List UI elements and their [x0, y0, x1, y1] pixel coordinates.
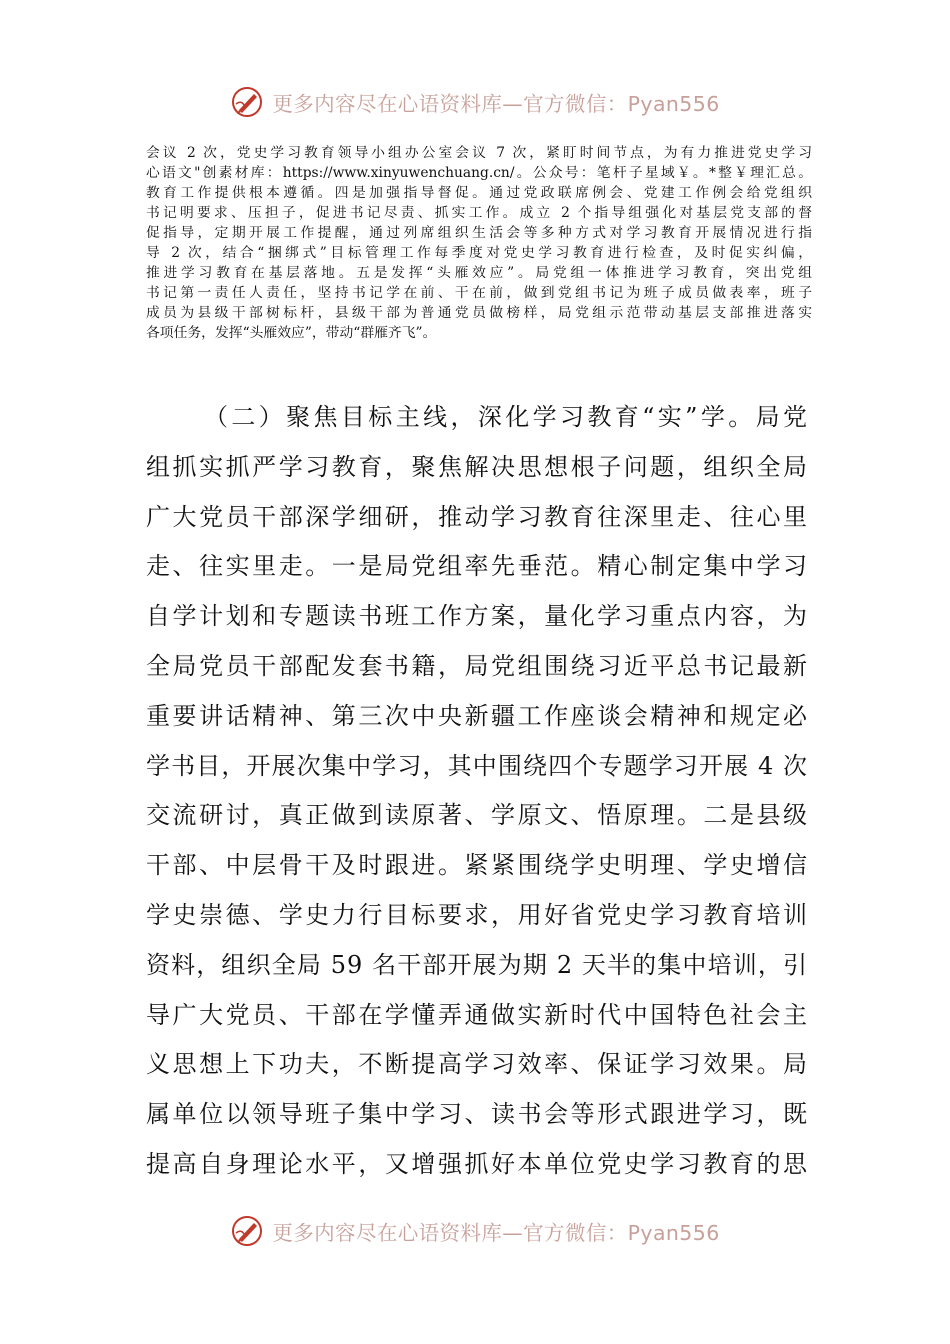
small-text-line: 会议 2 次，党史学习教育领导小组办公室会议 7 次，紧盯时间节点，为有力推进党史学习 — [146, 145, 812, 161]
header-banner — [0, 80, 950, 124]
main-text-line: 资料，组织全局 59 名干部开展为期 2 天半的集中培训，引 — [146, 950, 808, 979]
main-text-line: 组抓实抓严学习教育，聚焦解决思想根子问题，组织全局 — [146, 452, 808, 481]
small-paragraph — [146, 143, 812, 343]
main-text-line: 属单位以领导班子集中学习、读书会等形式跟进学习，既 — [146, 1100, 808, 1129]
main-text-line: 导广大党员、干部在学懂弄通做实新时代中国特色社会主 — [146, 1000, 808, 1029]
pen-logo-icon — [230, 1214, 264, 1248]
small-text-line: 促指导，定期开展工作提醒，通过列席组织生活会等多种方式对学习教育开展情况进行指 — [146, 225, 812, 241]
main-text-line: 义思想上下功夫，不断提高学习效率、保证学习效果。局 — [146, 1050, 808, 1079]
main-text-line: 学书目，开展次集中学习，其中围绕四个专题学习开展 4 次 — [146, 751, 808, 780]
small-text-line: 推进学习教育在基层落地。五是发挥“头雁效应”。局党组一体推进学习教育，突出党组 — [146, 265, 812, 281]
small-text-line: 教育工作提供根本遵循。四是加强指导督促。通过党政联席例会、党建工作例会给党组织 — [146, 185, 812, 201]
main-text-line: 干部、中层骨干及时跟进。紧紧围绕学史明理、学史增信 — [146, 851, 808, 880]
main-text-line: 交流研讨，真正做到读原著、学原文、悟原理。二是县级 — [146, 801, 808, 830]
main-paragraph — [146, 393, 808, 1190]
small-text-line: 心语文"创素材库：https://www.xinyuwenchuang.cn/。公众号：笔杆子星域￥。*整￥理汇总。 — [146, 165, 812, 181]
main-text-line: 全局党员干部配发套书籍，局党组围绕习近平总书记最新 — [146, 651, 808, 680]
main-text-line: 提高自身理论水平，又增强抓好本单位党史学习教育的思 — [146, 1149, 808, 1178]
small-text-line: 书记第一责任人责任，坚持书记学在前、干在前，做到党组书记为班子成员做表率，班子 — [146, 285, 812, 301]
main-text-line: 走、往实里走。一是局党组率先垂范。精心制定集中学习 — [146, 552, 808, 581]
small-text-line: 各项任务，发挥“头雁效应”，带动“群雁齐飞”。 — [146, 325, 437, 341]
main-text-line: （二）聚焦目标主线，深化学习教育“实”学。局党 — [204, 403, 808, 431]
pen-logo-icon — [230, 85, 264, 119]
small-text-line: 成员为县级干部树标杆，县级干部为普通党员做榜样，局党组示范带动基层支部推进落实 — [146, 305, 812, 321]
main-text-line: 自学计划和专题读书班工作方案，量化学习重点内容，为 — [146, 602, 808, 631]
banner-text: 更多内容尽在心语资料库—官方微信：Pyan556 — [272, 92, 720, 116]
banner-text: 更多内容尽在心语资料库—官方微信：Pyan556 — [272, 1221, 720, 1245]
footer-banner — [0, 1209, 950, 1253]
main-text-line: 学史崇德、学史力行目标要求，用好省党史学习教育培训 — [146, 900, 808, 929]
main-text-line: 重要讲话精神、第三次中央新疆工作座谈会精神和规定必 — [146, 701, 808, 730]
main-text-line: 广大党员干部深学细研，推动学习教育往深里走、往心里 — [146, 502, 808, 531]
small-text-line: 导 2 次，结合“捆绑式”目标管理工作每季度对党史学习教育进行检查，及时促实纠偏， — [146, 245, 812, 261]
small-text-line: 书记明要求、压担子，促进书记尽责、抓实工作。成立 2 个指导组强化对基层党支部的督 — [146, 205, 812, 221]
